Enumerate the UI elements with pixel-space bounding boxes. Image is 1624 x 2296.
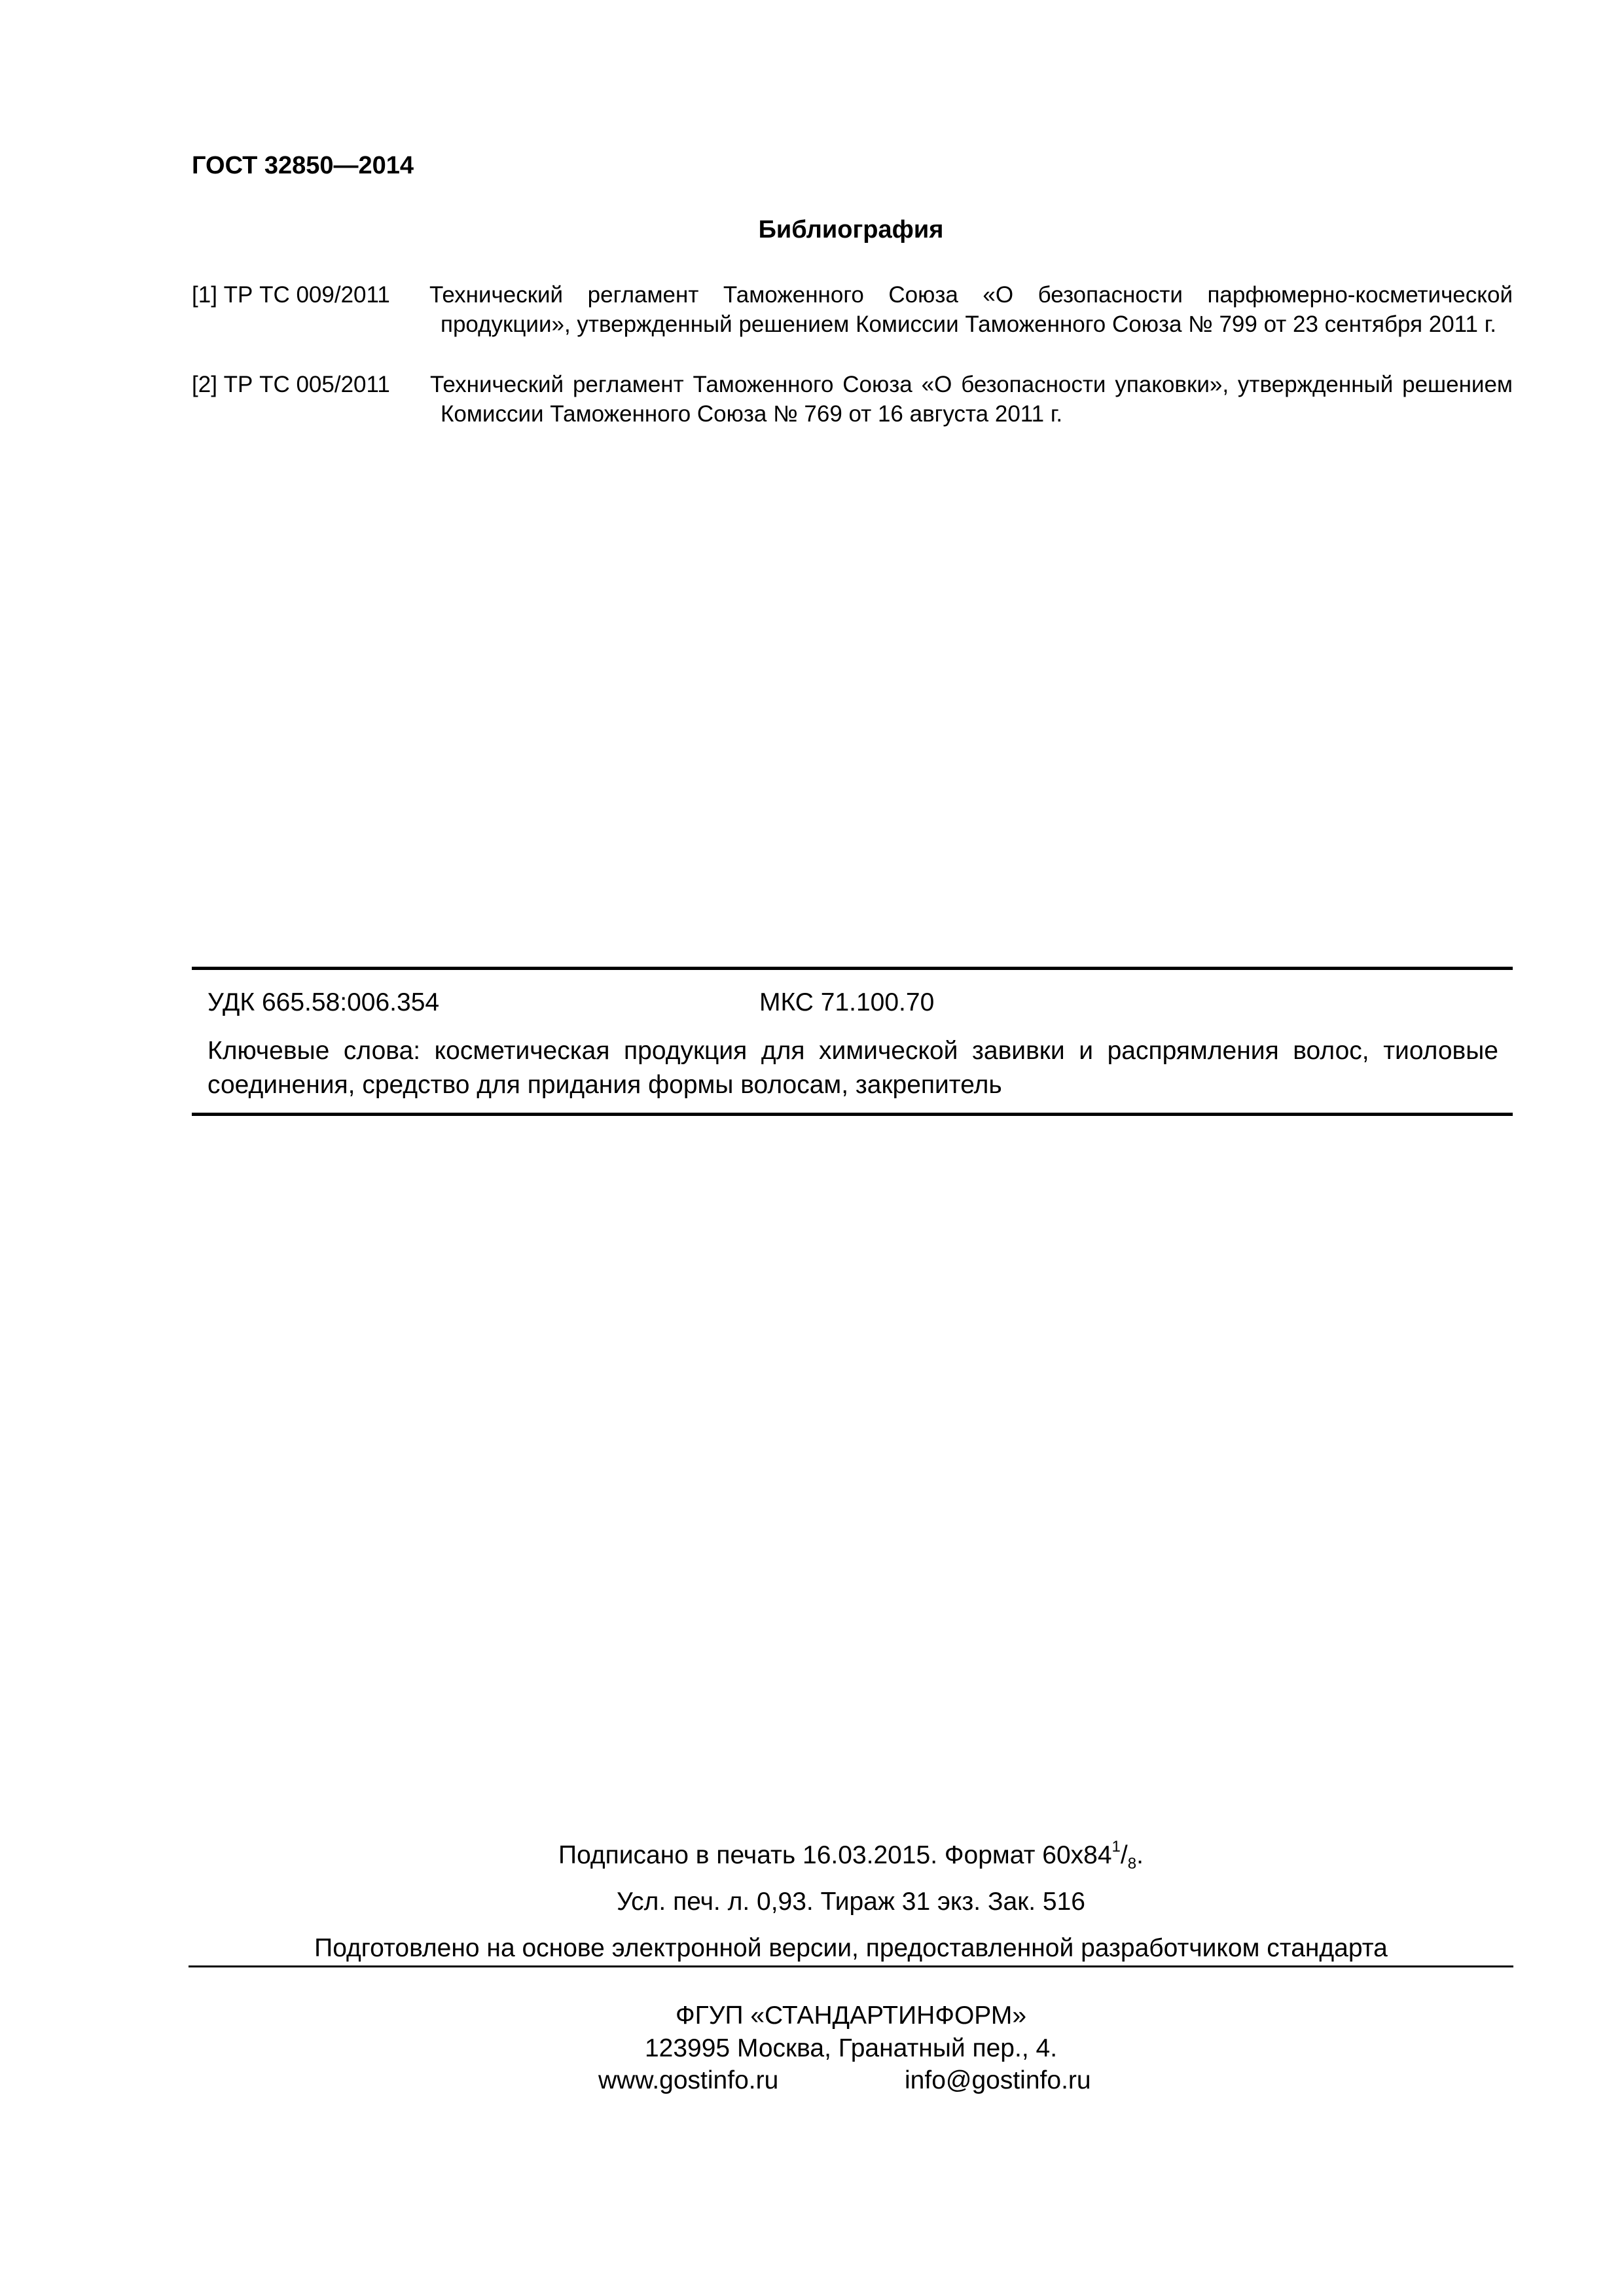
publisher-name: ФГУП «СТАНДАРТИНФОРМ» [675,2001,1027,2030]
publisher-email: info@gostinfo.ru [905,2066,1091,2094]
signed-to-print: Подписано в печать 16.03.2015. Формат $60x84^1/_8$. [558,1838,1144,1873]
prepared-note: Подготовлено на основе электронной версии, предоставленной разработчиком стандарта [314,1934,1388,1962]
classification-bottom-rule [192,1113,1513,1116]
signed-text: Подписано в печать 16.03.2015. Формат 60x84 [558,1841,1112,1869]
bibliography-entry-number: [1] ТР ТС 009/2011 [192,282,390,308]
classification-top-rule [192,967,1513,970]
format-denominator: 8 [1127,1855,1137,1873]
signed-suffix: . [1136,1841,1144,1869]
publisher-website: www.gostinfo.ru [598,2066,779,2094]
udk-code: УДК 665.58:006.354 [208,988,440,1016]
publisher-address: 123995 Москва, Гранатный пер., 4. [644,2034,1058,2062]
format-numerator: 1 [1111,1838,1121,1856]
imprint-rule [189,1965,1513,1967]
bibliography-entry-text: Технический регламент Таможенного Союза «О безопасности упаковки», утвержденный решением Комиссии Таможенного Союза № 769 от 16 августа 2011 г. [430,372,1513,427]
bibliography-title: Библиография [758,216,944,243]
bibliography-entry-number: [2] ТР ТС 005/2011 [192,372,390,397]
mks-code: МКС 71.100.70 [759,988,935,1016]
keywords: Ключевые слова: косметическая продукция для химической завивки и распрямления волос, тиоловые соединения, средство для придания формы волосам, закрепитель [208,1037,1498,1099]
bibliography-entry-text: Технический регламент Таможенного Союза «О безопасности парфюмерно-косметической продукции», утвержденный решением Комиссии Таможенного Союза № 799 от 23 сентября 2011 г. [429,282,1513,337]
print-info: Усл. печ. л. 0,93. Тираж 31 экз. Зак. 516 [616,1888,1085,1916]
document-code-header: ГОСТ 32850—2014 [192,152,414,179]
